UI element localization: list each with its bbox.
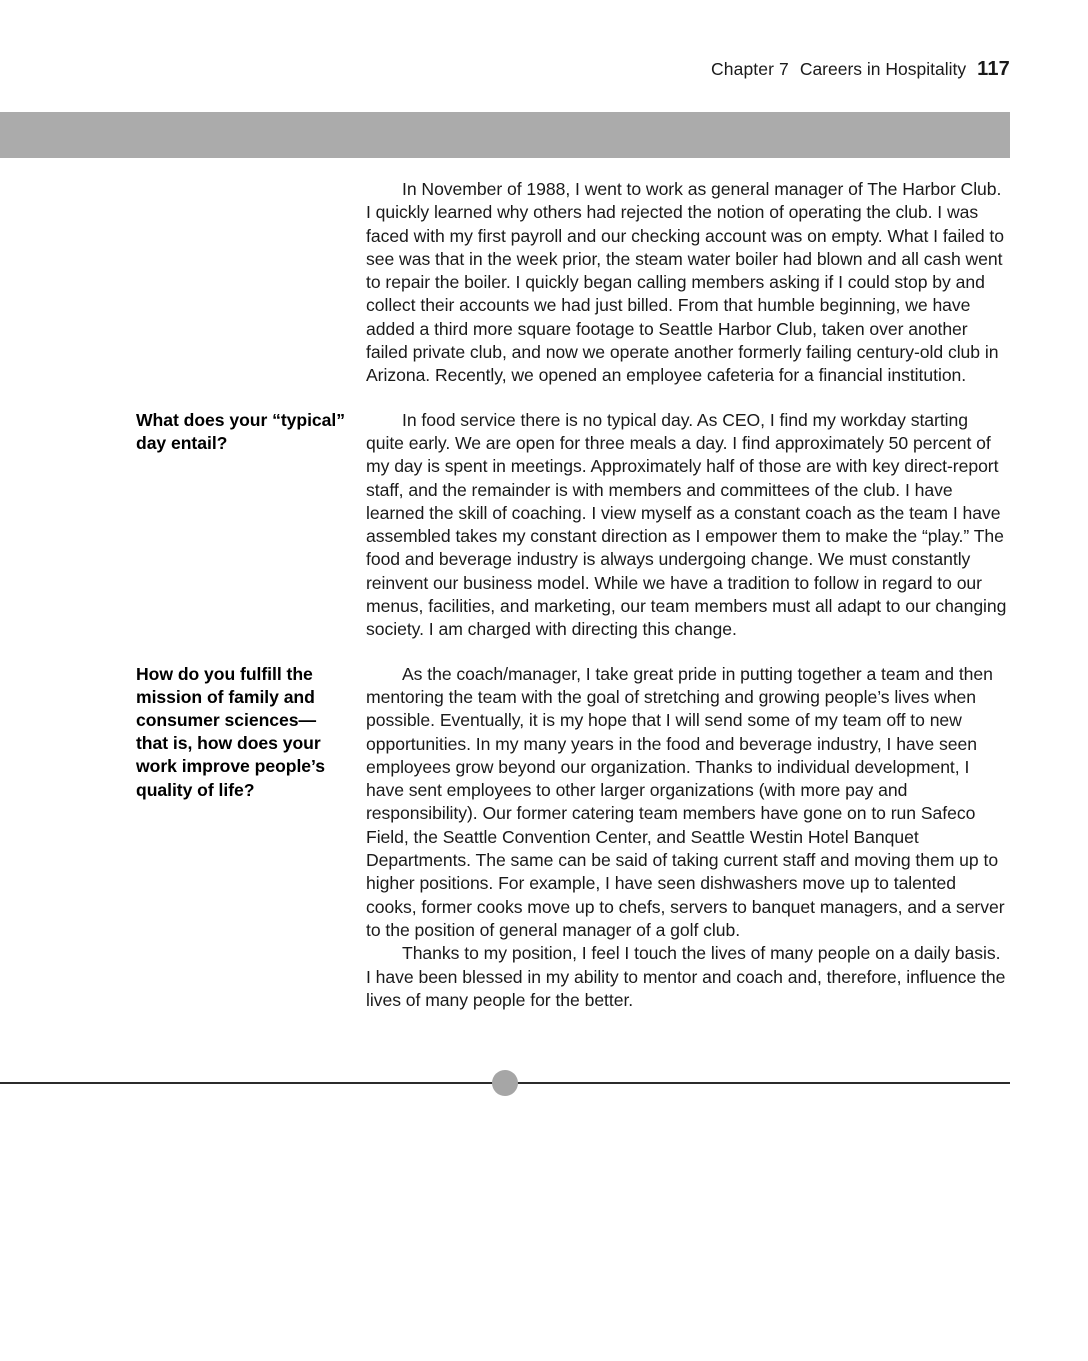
qa-block [0,409,1010,642]
chapter-title: Careers in Hospitality [799,59,967,79]
chapter-label: Chapter 7 [711,59,789,79]
qa-block [0,663,1010,1012]
question-heading: What does your “typical” day entail? [136,409,345,453]
paragraph: Thanks to my position, I feel I touch the lives of many people on a daily basis. I have been blessed in my ability to mentor and coach and, therefore, influence the lives of many people for the better. [366,943,1006,1010]
block-spacer [0,388,1088,409]
block-spacer [0,642,1088,663]
paragraph: As the coach/manager, I take great pride in putting together a team and then mentoring the team with the goal of stretching and growing people’s lives when possible. Eventually, it is my hope that I will send some of my team off to new opportunities. In my many years in the food and beverage industry, I have seen employees grow beyond our organization. Thanks to individual development, I have sent employees to other larger organizations (with more pay and responsibility). Our former catering team members have gone on to run Safeco Field, the Seattle Convention Center, and Seattle Westin Hotel Banquet Departments. The same can be said of taking current staff and moving them up to higher positions. For example, I have seen dishwashers move up to talented cooks, former cooks move up to chefs, servers to banquet managers, and a server to the position of general manager of a golf club. [366,663,1005,940]
page-number: 117 [977,58,1010,80]
paragraph: In November of 1988, I went to work as general manager of The Harbor Club. I quickly learned why others had rejected the notion of operating the club. I was faced with my first payroll and our checking account was on empty. What I failed to see was that in the week prior, the steam water boiler had blown and all cash went to repair the boiler. I quickly began calling members asking if I could stop by and collect their accounts we had just billed. From that humble beginning, we have added a third more square footage to Seattle Harbor Club, taken over another failed private club, and now we operate another formerly failing century-old club in Arizona. Recently, we opened an employee cafeteria for a financial institution. [366,179,1004,386]
paragraph: In food service there is no typical day. As CEO, I find my workday starting quite early. We are open for three meals a day. I find approximately 50 percent of my day is spent in meetings. Approximately half of those are with key direct-report staff, and the remainder is with members and committees of the club. I have learned the skill of coaching. I view myself as a constant coach as the team I have assembled takes my constant direction as I empower them to make the “play.” The food and beverage industry is always undergoing change. We must constantly reinvent our business model. While we have a tradition to follow in regard to our menus, facilities, and marketing, our team members must all adapt to our changing society. I am charged with directing this change. [366,409,1007,640]
question-heading: How do you fulfill the mission of family and consumer sciences—that is, how does your work improve people’s quality of life? [136,663,325,800]
footer-divider [0,1070,1010,1100]
page-content [0,178,1088,1012]
answer-body [366,409,1010,642]
divider-dot-icon [492,1070,518,1096]
qa-block [0,178,1010,388]
answer-body [366,178,1010,388]
section-banner [0,112,1010,158]
running-head [0,58,1010,80]
answer-body [366,663,1010,1012]
